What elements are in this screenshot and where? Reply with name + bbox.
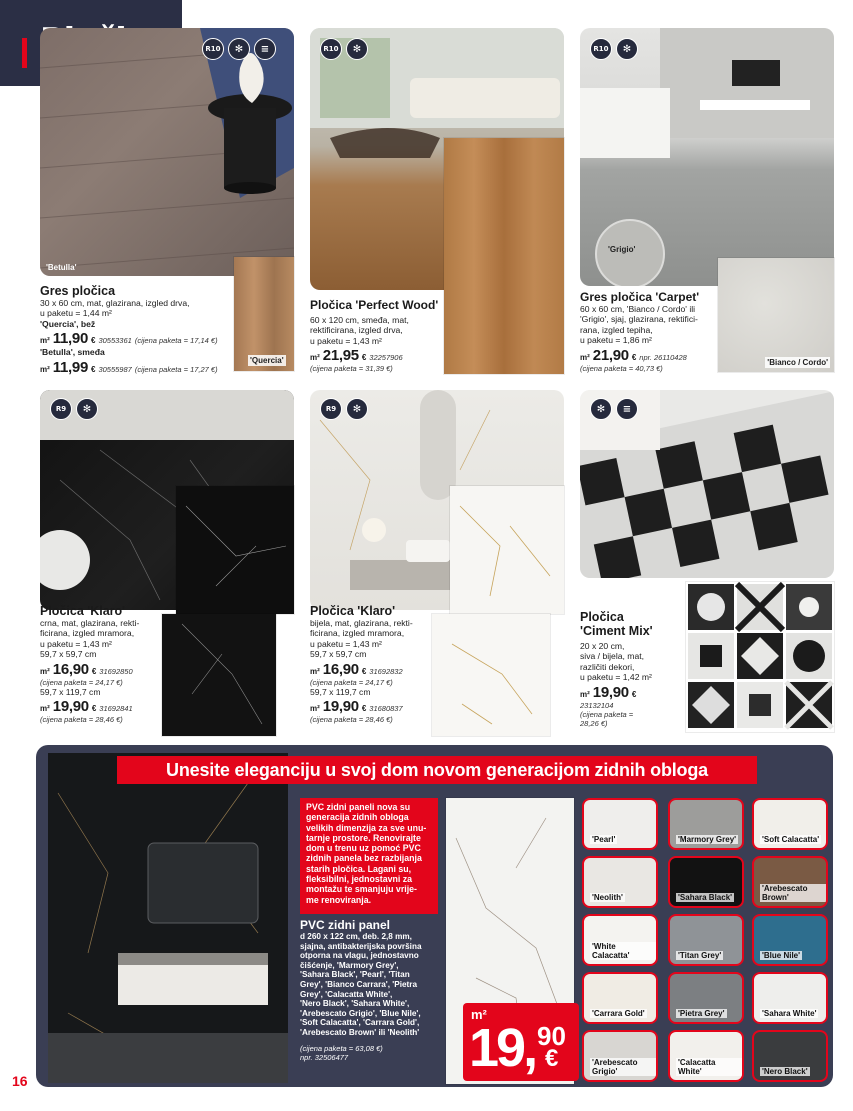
color-tile [582,972,658,1024]
color-tile [752,972,828,1024]
product-name: Pločica 'Klaro' [40,604,126,618]
color-tile [668,1030,744,1082]
intro-line: generacija zidnih obloga [306,812,409,823]
package-price: (cijena paketa = 40,73 €) [580,363,663,373]
desc-line: d 260 x 122 cm, deb. 2,8 mm, [300,932,412,941]
unit-m2: m² [40,666,50,676]
price-line-1 [40,661,162,678]
frost-resistant-icon: ✻ [346,38,368,60]
color-tile-label: 'Sahara White' [762,1009,817,1018]
swatch-label-betulla: 'Betulla' [46,263,77,272]
product-name-line-1: Pločica [580,610,624,624]
intro-line: me renoviranja. [306,894,372,905]
banner-intro-box [300,798,438,914]
desc-line: čišćenje, 'Marmory Grey', [300,960,399,970]
color-tile [582,914,658,966]
product-photo-gres-plocica [40,28,294,276]
product-name: Pločica 'Klaro' [310,604,396,618]
variant-label-2: 'Betulla', smeđa [40,347,105,358]
color-tile-label: 'Sahara Black' [678,893,733,902]
product-desc-1: 60 x 60 cm, 'Bianco / Cordo' ili [580,304,696,314]
color-tile-label: 'White Calacatta' [590,942,656,960]
price-line-2 [40,359,240,376]
swatch-label: 'Bianco / Cordo' [767,358,828,367]
swatch-klaro-white-small [432,614,550,736]
pvc-panel-details [300,918,442,1062]
package-price: (cijena paketa = 24,17 €) [310,677,393,687]
swatch-bianco-cordo [718,258,834,372]
product-klaro-black [40,604,162,724]
intro-line: montažu te smanjuju vrije- [306,884,417,895]
product-desc-2: rektificirana, izgled drva, [310,325,403,336]
article-code: 23132104 [580,700,614,710]
article-code: npr. 32506477 [300,1052,349,1062]
product-desc-2: 'Grigio', sjaj, glazirana, rektifici- [580,314,698,325]
feature-icons [320,398,368,420]
unit-m2: m² [40,704,50,714]
product-name-line-2: 'Ciment Mix' [580,624,653,638]
feature-icons [590,38,638,60]
price-integer: 19, [469,1018,536,1078]
price: 16,90 [322,660,359,678]
color-tile [668,972,744,1024]
color-tile-label: 'Pietra Grey' [678,1009,725,1018]
anti-slip-icon: R9 [50,398,72,420]
price: 11,90 [52,330,88,348]
price-line-1 [40,330,240,347]
intro-line: velikih dimenzija za sve unu- [306,822,427,833]
desc-line: otporna na vlagu, jednostavno [300,951,419,961]
price-line-2 [40,698,162,715]
color-tile [752,914,828,966]
anti-slip-icon: R9 [320,398,342,420]
price-line [580,347,720,364]
variant-size-1: 59,7 x 59,7 cm [310,649,367,660]
unit-m2: m² [40,336,50,346]
color-tile [582,1030,658,1082]
desc-line: Grey', 'Bianco Carrara', 'Pietra [300,979,418,989]
color-tile-label: 'Calacatta White' [676,1058,742,1076]
unit-m2: m² [580,352,590,362]
article-code: 30555987 [98,364,132,374]
price-decimal: 90 [537,1021,566,1051]
color-tile-label: 'Neolith' [592,893,623,902]
color-tile-label: 'Arebescato Brown' [760,884,826,902]
currency: € [91,704,97,714]
price: 21,95 [322,347,359,365]
product-desc-1: 20 x 20 cm, [580,641,625,651]
product-name: Gres pločica [40,284,116,298]
page-number: 16 [12,1073,28,1089]
product-desc-2: ficirana, izgled mramora, [310,628,405,639]
variant-size-2: 59,7 x 119,7 cm [310,686,371,697]
price: 11,99 [52,358,88,376]
desc-line: Grey', 'Calacatta White', [300,989,393,999]
article-code: 32257906 [369,353,403,363]
unit-m2: m² [310,704,320,714]
intro-line: tarnje prostore. Renovirajte [306,832,421,843]
desc-line: 'Arebescato Grigio', 'Blue Nile', [300,1008,421,1018]
package-price: (cijena paketa = 31,39 €) [310,364,393,374]
product-name: PVC zidni panel [300,918,391,932]
package-price: (cijena paketa = 28,46 €) [310,715,393,725]
feature-icons [590,398,638,420]
frost-resistant-icon: ✻ [616,38,638,60]
color-tile [668,856,744,908]
unit-m2: m² [310,353,320,363]
color-tile-label: 'Arebescato Grigio' [590,1058,656,1076]
color-tile-label: 'Blue Nile' [762,951,801,960]
article-code: 31692850 [99,666,133,676]
article-code: 30553361 [98,336,132,346]
package-price: (cijena paketa = 24,17 €) [40,677,123,687]
swatch-label: 'Quercia' [250,356,284,365]
feature-icons [320,38,368,60]
feature-icons [50,398,98,420]
article-code: 31692832 [369,666,403,676]
package-price-line-1: (cijena paketa = [580,709,634,719]
color-tile-label: 'Carrara Gold' [592,1009,645,1018]
color-tile [582,856,658,908]
desc-line: 'Nero Black', 'Sahara White', [300,999,410,1009]
color-tile-label: 'Nero Black' [762,1067,808,1076]
product-desc-4: u paketu = 1,42 m² [580,672,652,683]
swatch-grid-ciment [686,582,834,732]
desc-line: 'Sahara Black', 'Pearl', 'Titan [300,970,410,980]
product-perfect-wood [310,298,444,373]
package-price: (cijena paketa = 17,14 €) [134,336,218,346]
swatch-klaro-white-large [450,486,564,614]
price-line-2 [310,698,434,715]
variant-size-2: 59,7 x 119,7 cm [40,686,101,697]
price: 19,90 [592,683,629,701]
currency: € [545,1045,559,1072]
color-tile-label: 'Titan Grey' [678,951,722,960]
product-desc-1: 60 x 120 cm, smeđa, mat, [310,315,409,325]
unit-m2: m² [40,364,50,374]
anti-slip-icon: R10 [320,38,342,60]
article-code: 31692841 [99,704,133,714]
frost-resistant-icon: ✻ [228,38,250,60]
currency: € [631,689,637,699]
frost-resistant-icon: ✻ [346,398,368,420]
price: 19,90 [52,698,89,716]
currency: € [91,364,96,374]
product-desc-3: u paketu = 1,43 m² [310,638,382,649]
product-desc-2: ficirana, izgled mramora, [40,628,135,639]
product-desc-3: u paketu = 1,43 m² [40,638,112,649]
swatch-klaro-black-small [162,614,276,736]
currency: € [91,336,96,346]
currency: € [361,353,367,363]
swatch-label-grigio: 'Grigio' [608,245,636,254]
intro-line: zidnih panela bez razbijanja [306,853,422,864]
floor-heating-icon: ≡ [254,38,276,60]
product-ciment-mix [580,610,684,728]
intro-line: starih pločica. Lagani su, [306,863,412,874]
color-tile [752,856,828,908]
product-name: Gres pločica 'Carpet' [580,290,700,304]
product-desc-2: u paketu = 1,44 m² [40,308,112,319]
price-line-1 [310,661,434,678]
article-code: 31680837 [369,704,403,714]
color-tile [668,914,744,966]
desc-line: 'Arebescato Brown' ili 'Neolith' [300,1027,420,1037]
price: 19,90 [322,698,359,716]
product-desc-2: siva / bijela, mat, [580,651,644,662]
swatch-perfect-wood [444,138,564,374]
price-line [310,347,444,364]
anti-slip-icon: R10 [590,38,612,60]
intro-line: fleksibilni, jednostavni za [306,874,413,885]
product-desc-1: bijela, mat, glazirana, rekti- [310,618,413,628]
package-price: (cijena paketa = 63,08 €) [300,1043,383,1053]
product-gres-plocica [40,284,240,376]
header-accent-bar [22,38,27,68]
banner-price-tag [463,1003,579,1081]
color-tile-label: 'Pearl' [592,835,616,844]
product-desc-1: 30 x 60 cm, mat, glazirana, izgled drva, [40,298,190,308]
wood-floor-illustration [40,28,294,276]
unit-m2: m² [310,666,320,676]
product-desc-4: u paketu = 1,86 m² [580,335,652,346]
price: 16,90 [52,660,89,678]
color-tile-label: 'Soft Calacatta' [762,835,820,844]
currency: € [91,666,97,676]
desc-line: 'Soft Calacatta', 'Carrara Gold', [300,1018,420,1028]
banner-headline: Unesite eleganciju u svoj dom novom generacijom zidnih obloga [117,756,757,784]
desc-line: sjajna, antibakterijska površina [300,941,422,951]
swatch-klaro-black-large [176,486,294,614]
unit-m2: m² [580,689,590,699]
color-tile [668,798,744,850]
price-line [580,684,684,701]
currency: € [361,704,367,714]
color-tile [582,798,658,850]
swatch-quercia [234,257,294,371]
package-price: (cijena paketa = 28,46 €) [40,715,123,725]
intro-line: dom u trenu uz pomoć PVC [306,843,421,854]
floor-heating-icon: ≡ [616,398,638,420]
package-price-line-2: 28,26 €) [580,718,608,728]
product-carpet [580,290,720,373]
product-desc-3: različiti dekori, [580,661,635,672]
color-tile-label: 'Marmory Grey' [678,835,737,844]
variant-size-1: 59,7 x 59,7 cm [40,649,97,660]
article-code: npr. 26110428 [639,352,687,362]
product-desc-3: rana, izgled tepiha, [580,324,653,335]
product-klaro-white [310,604,434,724]
unit-m2: m² [471,1007,487,1022]
color-tile [752,798,828,850]
intro-line: PVC zidni paneli nova su [306,802,411,812]
currency: € [361,666,367,676]
frost-resistant-icon: ✻ [76,398,98,420]
feature-icons [202,38,276,60]
product-desc-3: u paketu = 1,43 m² [310,335,382,346]
product-desc-1: crna, mat, glazirana, rekti- [40,618,140,628]
variant-label-1: 'Quercia', bež [40,318,96,329]
anti-slip-icon: R10 [202,38,224,60]
color-tile [752,1030,828,1082]
frost-resistant-icon: ✻ [590,398,612,420]
price: 21,90 [592,346,629,364]
package-price: (cijena paketa = 17,27 €) [134,364,218,374]
currency: € [631,352,637,362]
product-name: Pločica 'Perfect Wood' [310,298,439,312]
